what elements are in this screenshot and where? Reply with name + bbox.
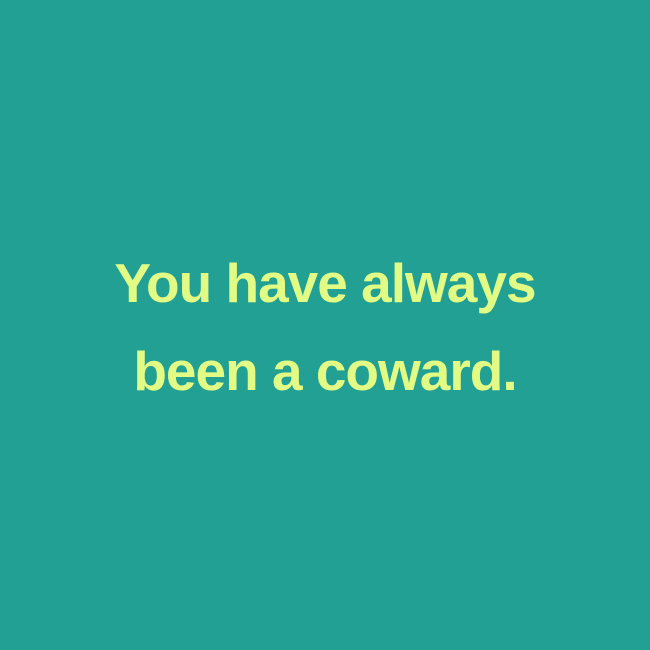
quote-line-2: been a coward.	[133, 340, 517, 402]
quote-line-1: You have always	[114, 252, 536, 314]
quote-text	[114, 239, 535, 415]
